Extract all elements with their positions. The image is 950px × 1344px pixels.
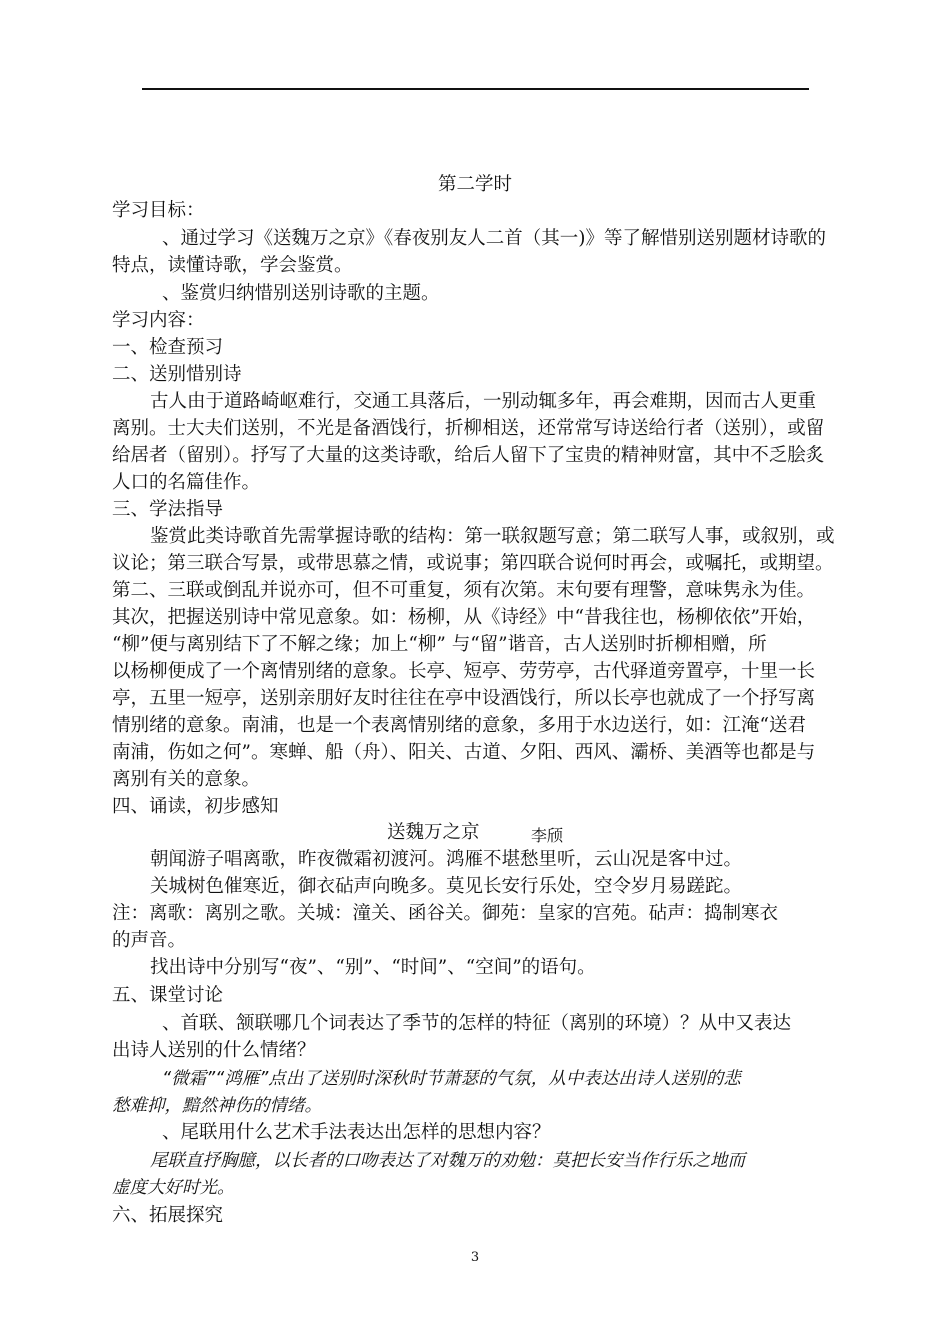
question-1-line-1: 、首联、颔联哪几个词表达了季节的怎样的特征（离别的环境）？从中又表达 [162,1013,792,1034]
page-number: 3 [470,1250,480,1265]
para-2-line-2: 离别。士大夫们送别，不光是备酒饯行，折柳相送，还常常写诗送给行者（送别），或留 [112,418,825,439]
poem-author: 李颀 [531,826,564,845]
section-4-heading: 四、诵读，初步感知 [112,796,279,817]
answer-2-line-1: 尾联直抒胸臆，以长者的口吻表达了对魏万的劝勉：莫把长安当作行乐之地而 [150,1151,745,1171]
goal-1-line-1: 、通过学习《送魏万之京》《春夜别友人二首（其一)》等了解惜别送别题材诗歌的 [162,228,826,249]
poem-task: 找出诗中分别写“夜”、“别”、“时间”、“空间”的语句。 [150,957,596,978]
poem-line-2: 关城树色催寒近，御衣砧声向晚多。莫见长安行乐处，空令岁月易蹉跎。 [150,876,743,897]
heading-content: 学习内容： [112,310,205,331]
section-2-heading: 二、送别惜别诗 [112,364,242,385]
poem-line-1: 朝闻游子唱离歌，昨夜微霜初渡河。鸿雁不堪愁里听，云山况是客中过。 [150,849,743,870]
section-6-heading: 六、拓展探究 [112,1205,224,1226]
answer-1-line-1: “微霜”“鸿雁”点出了送别时深秋时节萧瑟的气氛，从中表达出诗人送别的悲 [162,1069,741,1089]
section-title: 第二学时 [437,174,512,195]
goal-1-line-2: 特点，读懂诗歌，学会鉴赏。 [112,255,353,276]
section-3-heading: 三、学法指导 [112,499,224,520]
para-3-line-7: 亭，五里一短亭，送别亲朋好友时往往在亭中设酒饯行，所以长亭也就成了一个抒写离 [112,688,816,709]
question-2: 、尾联用什么艺术手法表达出怎样的思想内容？ [162,1122,551,1143]
note-line-2: 的声音。 [112,930,187,951]
para-2-line-4: 人口的名篇佳作。 [112,472,261,493]
para-3-line-6: 以杨柳便成了一个离情别绪的意象。长亭、短亭、劳劳亭，古代驿道旁置亭，十里一长 [112,661,816,682]
note-line-1: 注：离歌：离别之歌。关城：潼关、函谷关。御苑：皇家的宫苑。砧声：捣制寒衣 [112,903,779,924]
answer-1-line-2: 愁难抑，黯然神伤的情绪。 [112,1096,322,1116]
para-2-line-3: 给居者（留别）。抒写了大量的这类诗歌，给后人留下了宝贵的精神财富，其中不乏脍炙 [112,445,825,466]
heading-goals: 学习目标： [112,200,205,221]
para-3-line-3: 第二、三联或倒乱并说亦可，但不可重复，须有次第。末句要有理警，意味隽永为佳。 [112,580,816,601]
para-3-line-2: 议论；第三联合写景，或带思慕之情，或说事；第四联合说何时再会，或嘱托，或期望。 [112,553,834,574]
para-3-line-10: 离别有关的意象。 [112,769,261,790]
poem-title: 送魏万之京 [387,822,480,843]
para-3-line-8: 情别绪的意象。南浦，也是一个表离情别绪的意象，多用于水边送行，如：江淹“送君 [112,715,806,736]
para-3-line-4: 其次，把握送别诗中常见意象。如：杨柳，从《诗经》中“昔我往也，杨柳依依”开始， [112,607,816,628]
section-5-heading: 五、课堂讨论 [112,985,224,1006]
para-3-line-5: “柳”便与离别结下了不解之缘；加上“柳” 与“留”谐音，古人送别时折柳相赠，所 [112,634,767,655]
header-rule [142,88,809,90]
section-1-heading: 一、检查预习 [112,337,224,358]
para-2-line-1: 古人由于道路崎岖难行，交通工具落后，一别动辄多年，再会难期，因而古人更重 [150,391,817,412]
para-3-line-9: 南浦，伤如之何”。寒蝉、船（舟）、阳关、古道、夕阳、西风、灞桥、美酒等也都是与 [112,742,816,763]
para-3-line-1: 鉴赏此类诗歌首先需掌握诗歌的结构：第一联叙题写意；第二联写人事，或叙别，或 [150,526,835,547]
goal-2: 、鉴赏归纳惜别送别诗歌的主题。 [162,283,440,304]
question-1-line-2: 出诗人送别的什么情绪？ [112,1040,316,1061]
answer-2-line-2: 虚度大好时光。 [112,1178,235,1198]
